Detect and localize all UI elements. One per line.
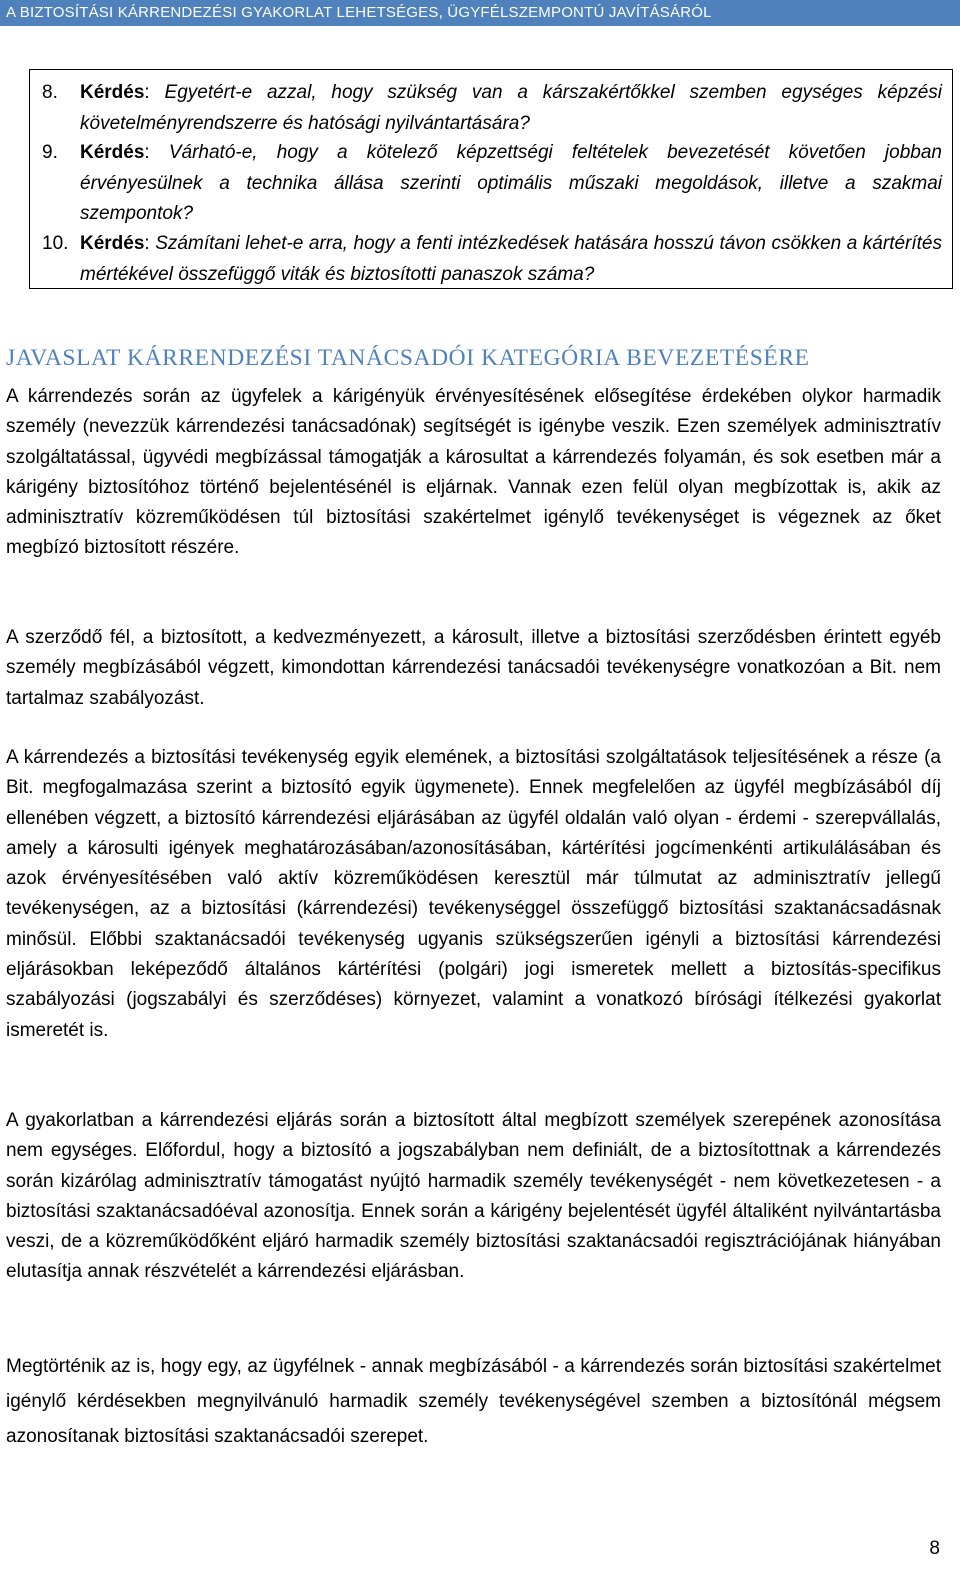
question-number: 9.: [42, 142, 58, 163]
page-number: 8: [929, 1538, 940, 1559]
question-text: Egyetért-e azzal, hogy szükség van a kárszakértőkkel szemben egységes képzési követelményrendszerre és hatósági nyilvántartására?: [80, 82, 942, 134]
question-8: 8. Kérdés: Egyetért-e azzal, hogy szükség van a kárszakértőkkel szemben egységes képzési követelményrendszerre és hatósági nyilvántartására?: [30, 78, 952, 139]
paragraph-5: Megtörténik az is, hogy egy, az ügyfélnek - annak megbízásából - a kárrendezés során biztosítási szakértelmet igénylő kérdésekben megnyilvánuló harmadik személy tevékenységével szemben a biztosítónál mégsem azonosítanak biztosítási szaktanácsadói szerepet.: [6, 1356, 941, 1447]
paragraph-1: A kárrendezés során az ügyfelek a kárigényük érvényesítésének elősegítése érdekében olykor harmadik személy (nevezzük kárrendezési tanácsadónak) segítségét is igénybe veszik. Ezen személyek adminisztratív szolgáltatással, ügyvédi megbízással támogatják a károsultat a kárrendezés folyamán, és sok esetben már a kárigény biztosítóhoz történő bejelentésénél is eljárnak. Vannak ezen felül olyan megbízottak is, akik az adminisztratív közreműködésen túl biztosítási szakértelmet igénylő tevékenységet is végeznek az őket megbízó biztosított részére.: [6, 386, 941, 559]
questions-box: [29, 69, 953, 289]
paragraph-4: A gyakorlatban a kárrendezési eljárás során a biztosított által megbízott személyek szerepének azonosítása nem egységes. Előfordul, hogy a biztosító a jogszabályban nem definiált, de a biztosítottnak a kárrendezés során kizárólag adminisztratív támogatást nyújtó harmadik személy tevékenységét - nem következetesen - a biztosítási szaktanácsadóéval azonosítja. Ennek során a kárigény bejelentését ügyfél általiként nyilvántartásba veszi, de a közreműködőként eljáró harmadik személy biztosítási szaktanácsadói regisztrációjának hiányában elutasítja annak részvételét a kárrendezési eljárásban.: [6, 1110, 941, 1283]
paragraph-2: A szerződő fél, a biztosított, a kedvezményezett, a károsult, illetve a biztosítási szerződésben érintett egyéb személy megbízásából végzett, kimondottan kárrendezési tanácsadói tevékenységre vonatkozóan a Bit. nem tartalmaz szabályozást.: [6, 627, 941, 709]
running-header: [0, 0, 960, 26]
question-10: 10. Kérdés: Számítani lehet-e arra, hogy a fenti intézkedések hatására hosszú távon csökken a kártérítés mértékével összefüggő viták és biztosítotti panaszok száma?: [30, 229, 952, 290]
question-keyword: Kérdés: [80, 233, 145, 254]
question-text: Várható-e, hogy a kötelező képzettségi feltételek bevezetését követően jobban érvényesülnek a technika állása szerinti optimális műszaki megoldások, illetve a szakmai szempontok?: [80, 142, 942, 224]
question-text: Számítani lehet-e arra, hogy a fenti intézkedések hatására hosszú távon csökken a kártérítés mértékével összefüggő viták és biztosítotti panaszok száma?: [80, 233, 942, 285]
question-number: 8.: [42, 82, 58, 103]
paragraph-3: A kárrendezés a biztosítási tevékenység egyik elemének, a biztosítási szolgáltatások teljesítésének a része (a Bit. megfogalmazása szerint a biztosító egyik ügymenete). Ennek megfelelően az ügyfél megbízásából díj ellenében végzett, a biztosító kárrendezési eljárásában az ügyfél oldalán való olyan - érdemi - szerepvállalás, amely a károsulti igények meghatározásában/azonosításában, kártérítési jogcímenkénti artikulálásában és azok érvényesítésében való aktív közreműködésen keresztül már túlmutat az adminisztratív jellegű tevékenységen, az a biztosítási (kárrendezési) tevékenységgel összefüggő biztosítási szaktanácsadásnak minősül. Előbbi szaktanácsadói tevékenység ugyanis szükségszerűen igényli a biztosítási kárrendezési eljárásokban leképeződő általános kártérítési (polgári) jogi ismeretek mellett a biztosítás-specifikus szabályozási (jogszabályi és szerződéses) környezet, valamint a vonatkozó bírósági ítélkezési gyakorlat ismeretét is.: [6, 747, 941, 1041]
question-keyword: Kérdés: [80, 82, 145, 103]
running-header-title: A BIZTOSÍTÁSI KÁRRENDEZÉSI GYAKORLAT LEHETSÉGES, ÜGYFÉLSZEMPONTÚ JAVÍTÁSÁRÓL: [6, 4, 712, 21]
question-keyword: Kérdés: [80, 142, 145, 163]
question-number: 10.: [42, 233, 69, 254]
question-9: 9. Kérdés: Várható-e, hogy a kötelező képzettségi feltételek bevezetését követően jobban érvényesülnek a technika állása szerinti optimális műszaki megoldások, illetve a szakmai szempontok?: [30, 138, 952, 230]
section-heading: JAVASLAT KÁRRENDEZÉSI TANÁCSADÓI KATEGÓRIA BEVEZETÉSÉRE: [6, 345, 810, 371]
